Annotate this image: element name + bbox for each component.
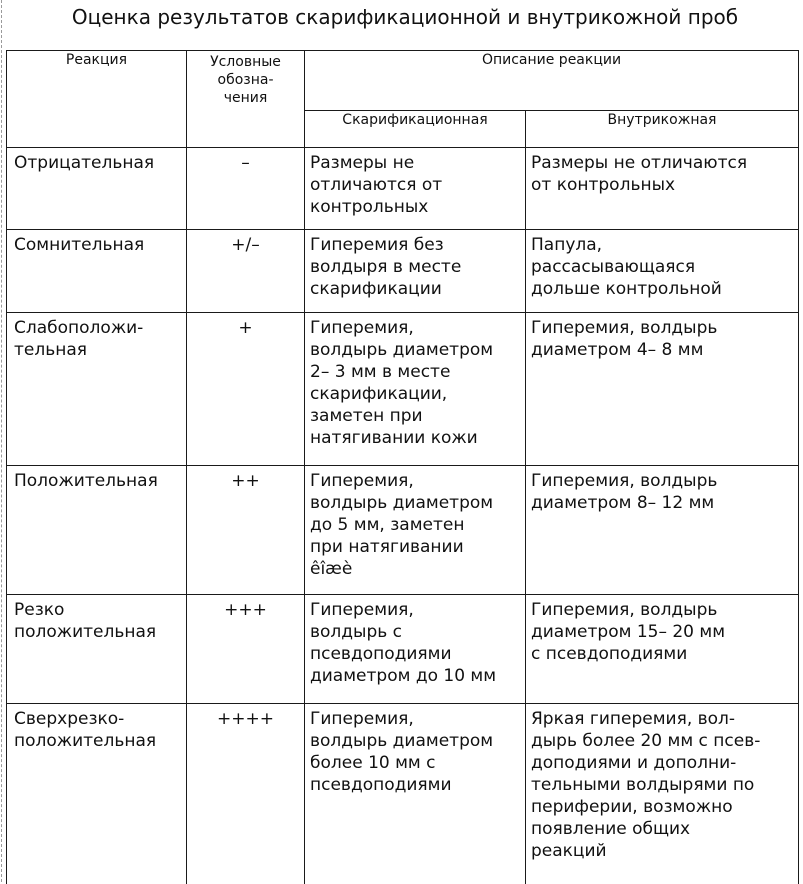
cell-scarification: Гиперемия, волдырь диаметром более 10 мм с псевдоподиями (305, 704, 526, 884)
table-title: Оценка результатов скарификационной и внутрикожной проб (71, 5, 739, 29)
header-reaction: Реакция (7, 51, 187, 148)
cell-reaction: Сверхрезко- положительная (7, 704, 187, 884)
table-row-doubtful (7, 230, 799, 313)
table-row-positive (7, 466, 799, 595)
table-row-negative (7, 148, 799, 230)
table-row-weakly-positive (7, 313, 799, 466)
header-row-1 (7, 51, 799, 111)
cell-intradermal: Размеры не отличаются от контрольных (526, 148, 799, 230)
cell-symbol: + (187, 313, 305, 466)
header-intradermal: Внутрикожная (526, 111, 799, 148)
header-description: Описание реакции (305, 51, 799, 111)
page-edge-dashed-line (1, 0, 2, 882)
cell-reaction: Слабоположи- тельная (7, 313, 187, 466)
cell-symbol: +++ (187, 595, 305, 704)
table-row-hyper-positive (7, 704, 799, 884)
cell-scarification: Гиперемия без волдыря в месте скарификации (305, 230, 526, 313)
cell-intradermal: Папула, рассасывающаяся дольше контрольной (526, 230, 799, 313)
header-scarification: Скарификационная (305, 111, 526, 148)
cell-reaction: Сомнительная (7, 230, 187, 313)
cell-symbol: +/– (187, 230, 305, 313)
header-symbol: Условные обозна- чения (187, 51, 305, 148)
cell-reaction: Резко положительная (7, 595, 187, 704)
cell-intradermal: Яркая гиперемия, вол- дырь более 20 мм с псев- доподиями и дополни- тельными волдырями по периферии, возможно появление общих реакций (526, 704, 799, 884)
cell-symbol: – (187, 148, 305, 230)
cell-scarification: Размеры не отличаются от контрольных (305, 148, 526, 230)
cell-scarification: Гиперемия, волдырь диаметром 2– 3 мм в месте скарификации, заметен при натягивании кожи (305, 313, 526, 466)
cell-scarification: Гиперемия, волдырь диаметром до 5 мм, заметен при натягивании êîæè (305, 466, 526, 595)
cell-reaction: Положительная (7, 466, 187, 595)
cell-intradermal: Гиперемия, волдырь диаметром 4– 8 мм (526, 313, 799, 466)
cell-scarification: Гиперемия, волдырь с псевдоподиями диаметром до 10 мм (305, 595, 526, 704)
cell-reaction: Отрицательная (7, 148, 187, 230)
cell-symbol: ++++ (187, 704, 305, 884)
cell-symbol: ++ (187, 466, 305, 595)
cell-intradermal: Гиперемия, волдырь диаметром 8– 12 мм (526, 466, 799, 595)
table-row-strongly-positive (7, 595, 799, 704)
reaction-table (6, 50, 799, 884)
cell-intradermal: Гиперемия, волдырь диаметром 15– 20 мм с псевдоподиями (526, 595, 799, 704)
